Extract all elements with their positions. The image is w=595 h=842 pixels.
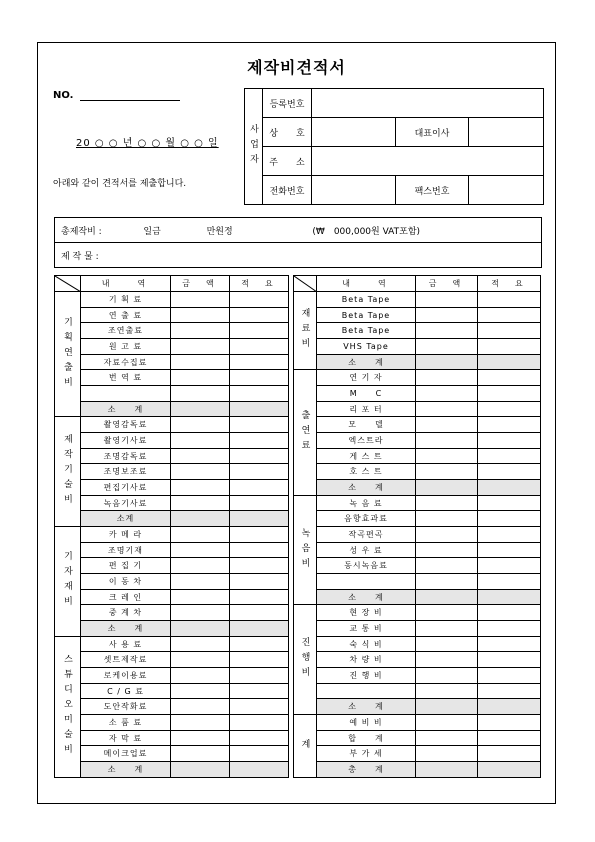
note-cell[interactable] bbox=[230, 527, 289, 543]
amount-cell[interactable] bbox=[416, 605, 478, 621]
group-label: 출연료 bbox=[294, 370, 317, 495]
table-row bbox=[55, 386, 289, 402]
item-label: 사 용 료 bbox=[81, 636, 171, 652]
note-cell[interactable] bbox=[478, 636, 541, 652]
table-row bbox=[294, 605, 541, 621]
amount-cell[interactable] bbox=[416, 683, 478, 699]
note-cell[interactable] bbox=[230, 589, 289, 605]
item-label: 로케이용료 bbox=[81, 668, 171, 684]
table-row bbox=[55, 636, 289, 652]
item-label: Beta Tape bbox=[317, 292, 416, 308]
note-cell[interactable] bbox=[230, 464, 289, 480]
subtotal-label: 소 계 bbox=[81, 762, 171, 778]
amount-cell[interactable] bbox=[416, 448, 478, 464]
subtotal-label: 소 계 bbox=[317, 480, 416, 496]
note-cell[interactable] bbox=[478, 668, 541, 684]
item-label: 이 동 차 bbox=[81, 574, 171, 590]
group-label: 기획연출비 bbox=[55, 292, 81, 417]
table-row bbox=[55, 527, 289, 543]
note-cell[interactable] bbox=[230, 401, 289, 417]
note-cell[interactable] bbox=[478, 699, 541, 715]
business-info-table bbox=[244, 88, 544, 205]
amount-cell[interactable] bbox=[416, 746, 478, 762]
phone-field[interactable] bbox=[312, 176, 396, 205]
note-cell[interactable] bbox=[478, 683, 541, 699]
note-cell[interactable] bbox=[230, 448, 289, 464]
note-cell[interactable] bbox=[478, 370, 541, 386]
ceo-field[interactable] bbox=[469, 118, 544, 147]
item-label: 성 우 료 bbox=[317, 542, 416, 558]
subtotal-row bbox=[294, 699, 541, 715]
amount-cell[interactable] bbox=[171, 307, 230, 323]
item-label: 촬영기사료 bbox=[81, 433, 171, 449]
amount-cell[interactable] bbox=[416, 401, 478, 417]
amount-cell[interactable] bbox=[416, 307, 478, 323]
table-row bbox=[55, 448, 289, 464]
amount-cell[interactable] bbox=[171, 715, 230, 731]
amount-cell[interactable] bbox=[171, 699, 230, 715]
note-cell[interactable] bbox=[478, 558, 541, 574]
note-cell[interactable] bbox=[230, 323, 289, 339]
table-row bbox=[55, 495, 289, 511]
amount-cell[interactable] bbox=[171, 464, 230, 480]
item-label: 자료수집료 bbox=[81, 354, 171, 370]
table-row bbox=[294, 448, 541, 464]
item-label: C / G 료 bbox=[81, 683, 171, 699]
table-row bbox=[55, 699, 289, 715]
subtotal-row bbox=[55, 401, 289, 417]
company-field[interactable] bbox=[312, 118, 396, 147]
item-label: 메이크업료 bbox=[81, 746, 171, 762]
reg-no-label: 등록번호 bbox=[263, 89, 312, 118]
note-cell[interactable] bbox=[478, 448, 541, 464]
diagonal-header-cell bbox=[294, 276, 317, 292]
item-label: 리 포 터 bbox=[317, 401, 416, 417]
table-row bbox=[294, 433, 541, 449]
note-cell[interactable] bbox=[478, 574, 541, 590]
no-label: NO. bbox=[53, 90, 74, 101]
right-cost-table bbox=[293, 275, 541, 778]
subtotal-label: 소 계 bbox=[81, 621, 171, 637]
table-row bbox=[294, 401, 541, 417]
subtotal-row bbox=[55, 762, 289, 778]
table-row bbox=[294, 621, 541, 637]
group-label: 스튜디오미술비 bbox=[55, 636, 81, 777]
item-label: 조명보조료 bbox=[81, 464, 171, 480]
table-row bbox=[294, 652, 541, 668]
amount-cell[interactable] bbox=[171, 511, 230, 527]
note-cell[interactable] bbox=[230, 730, 289, 746]
group-label: 제작기술비 bbox=[55, 417, 81, 527]
note-cell[interactable] bbox=[230, 354, 289, 370]
table-row bbox=[294, 746, 541, 762]
amount-cell[interactable] bbox=[171, 323, 230, 339]
amount-cell[interactable] bbox=[171, 542, 230, 558]
product-row[interactable] bbox=[55, 243, 542, 268]
table-row bbox=[294, 511, 541, 527]
note-cell[interactable] bbox=[478, 621, 541, 637]
item-label: 연 출 료 bbox=[81, 307, 171, 323]
business-group-label: 사업자 bbox=[245, 89, 263, 205]
group-label: 진행비 bbox=[294, 605, 317, 715]
table-row bbox=[55, 574, 289, 590]
table-row bbox=[55, 589, 289, 605]
item-label: 음향효과료 bbox=[317, 511, 416, 527]
note-cell[interactable] bbox=[230, 683, 289, 699]
table-row bbox=[55, 307, 289, 323]
amount-cell[interactable] bbox=[171, 668, 230, 684]
amount-cell[interactable] bbox=[416, 339, 478, 355]
address-field[interactable] bbox=[312, 147, 544, 176]
table-row bbox=[294, 417, 541, 433]
note-cell[interactable] bbox=[230, 652, 289, 668]
phone-label: 전화번호 bbox=[263, 176, 312, 205]
diagonal-header-cell bbox=[55, 276, 81, 292]
col-header-amount: 금 액 bbox=[416, 276, 478, 292]
amount-cell[interactable] bbox=[416, 730, 478, 746]
product-label: 제 작 물 : bbox=[61, 251, 99, 262]
table-row bbox=[55, 354, 289, 370]
note-cell[interactable] bbox=[230, 511, 289, 527]
amount-cell[interactable] bbox=[416, 527, 478, 543]
table-row bbox=[55, 668, 289, 684]
subtotal-row bbox=[55, 511, 289, 527]
item-label: 번 역 료 bbox=[81, 370, 171, 386]
table-row bbox=[294, 668, 541, 684]
subtotal-row bbox=[55, 621, 289, 637]
note-cell[interactable] bbox=[478, 386, 541, 402]
amount-cell[interactable] bbox=[416, 417, 478, 433]
table-row bbox=[55, 417, 289, 433]
note-cell[interactable] bbox=[478, 433, 541, 449]
amount-cell[interactable] bbox=[171, 495, 230, 511]
address-label: 주 소 bbox=[263, 147, 312, 176]
table-row bbox=[55, 730, 289, 746]
note-cell[interactable] bbox=[230, 542, 289, 558]
amount-cell[interactable] bbox=[171, 762, 230, 778]
subtotal-row bbox=[294, 762, 541, 778]
item-label: 연 기 자 bbox=[317, 370, 416, 386]
col-header-note: 적 요 bbox=[230, 276, 289, 292]
item-label: 동시녹음료 bbox=[317, 558, 416, 574]
subtotal-label: 소 계 bbox=[317, 699, 416, 715]
subtotal-label: 총 계 bbox=[317, 762, 416, 778]
table-row bbox=[55, 558, 289, 574]
amount-cell[interactable] bbox=[416, 542, 478, 558]
subtotal-label: 소 계 bbox=[317, 354, 416, 370]
amount-cell[interactable] bbox=[171, 589, 230, 605]
note-cell[interactable] bbox=[230, 699, 289, 715]
item-label: 예 비 비 bbox=[317, 715, 416, 731]
item-label: 셋트제작료 bbox=[81, 652, 171, 668]
amount-cell[interactable] bbox=[171, 401, 230, 417]
note-cell[interactable] bbox=[478, 307, 541, 323]
table-row bbox=[55, 323, 289, 339]
submit-text: 아래와 같이 견적서를 제출합니다. bbox=[53, 179, 187, 189]
table-row bbox=[55, 715, 289, 731]
note-cell[interactable] bbox=[478, 527, 541, 543]
note-cell[interactable] bbox=[230, 605, 289, 621]
note-cell[interactable] bbox=[230, 636, 289, 652]
note-cell[interactable] bbox=[478, 323, 541, 339]
item-label: VHS Tape bbox=[317, 339, 416, 355]
note-cell[interactable] bbox=[478, 464, 541, 480]
amount-cell[interactable] bbox=[416, 589, 478, 605]
total-cost-row[interactable] bbox=[55, 218, 542, 243]
note-cell[interactable] bbox=[230, 762, 289, 778]
amount-cell[interactable] bbox=[171, 480, 230, 496]
item-label bbox=[317, 683, 416, 699]
note-cell[interactable] bbox=[230, 558, 289, 574]
amount-cell[interactable] bbox=[416, 354, 478, 370]
item-label: 녹 음 료 bbox=[317, 495, 416, 511]
no-field[interactable] bbox=[80, 100, 180, 101]
col-header-item: 내 역 bbox=[81, 276, 171, 292]
table-row bbox=[294, 558, 541, 574]
item-label: 숙 식 비 bbox=[317, 636, 416, 652]
note-cell[interactable] bbox=[230, 574, 289, 590]
table-row bbox=[294, 323, 541, 339]
amount-cell[interactable] bbox=[416, 292, 478, 308]
amount-cell[interactable] bbox=[416, 699, 478, 715]
amount-cell[interactable] bbox=[171, 636, 230, 652]
table-row bbox=[294, 292, 541, 308]
col-header-amount: 금 액 bbox=[171, 276, 230, 292]
amount-cell[interactable] bbox=[171, 417, 230, 433]
table-row bbox=[294, 542, 541, 558]
note-cell[interactable] bbox=[478, 511, 541, 527]
table-row bbox=[294, 370, 541, 386]
subtotal-label: 소 계 bbox=[81, 401, 171, 417]
amount-cell[interactable] bbox=[416, 652, 478, 668]
summary-table bbox=[54, 217, 542, 268]
table-row bbox=[294, 339, 541, 355]
col-header-item: 내 역 bbox=[317, 276, 416, 292]
fax-label: 팩스번호 bbox=[396, 176, 469, 205]
amount-cell[interactable] bbox=[171, 370, 230, 386]
item-label: 편집기사료 bbox=[81, 480, 171, 496]
amount-cell[interactable] bbox=[416, 370, 478, 386]
table-row bbox=[55, 746, 289, 762]
table-row bbox=[294, 527, 541, 543]
note-cell[interactable] bbox=[478, 495, 541, 511]
table-row bbox=[55, 652, 289, 668]
item-label: 중 계 차 bbox=[81, 605, 171, 621]
item-label: 조명기재 bbox=[81, 542, 171, 558]
item-label: 엑스트라 bbox=[317, 433, 416, 449]
amount-cell[interactable] bbox=[416, 386, 478, 402]
item-label: 호 스 트 bbox=[317, 464, 416, 480]
item-label: Beta Tape bbox=[317, 307, 416, 323]
amount-cell[interactable] bbox=[171, 605, 230, 621]
item-label: 도안작화료 bbox=[81, 699, 171, 715]
item-label: 게 스 트 bbox=[317, 448, 416, 464]
fax-field[interactable] bbox=[469, 176, 544, 205]
amount-words-label: 일금 bbox=[143, 226, 161, 237]
amount-cell[interactable] bbox=[171, 683, 230, 699]
amount-cell[interactable] bbox=[416, 715, 478, 731]
table-row bbox=[294, 307, 541, 323]
amount-cell[interactable] bbox=[416, 636, 478, 652]
item-label bbox=[317, 574, 416, 590]
table-row bbox=[294, 574, 541, 590]
subtotal-label: 소계 bbox=[81, 511, 171, 527]
group-label: 계 bbox=[294, 715, 317, 778]
table-row bbox=[55, 605, 289, 621]
date-text[interactable]: 20 ○ ○ 년 ○ ○ 월 ○ ○ 일 bbox=[76, 138, 219, 149]
amount-cell[interactable] bbox=[416, 558, 478, 574]
item-label: 차 량 비 bbox=[317, 652, 416, 668]
amount-cell[interactable] bbox=[416, 762, 478, 778]
amount-cell[interactable] bbox=[171, 292, 230, 308]
item-label: 카 메 라 bbox=[81, 527, 171, 543]
amount-cell[interactable] bbox=[171, 574, 230, 590]
amount-cell[interactable] bbox=[416, 574, 478, 590]
note-cell[interactable] bbox=[478, 746, 541, 762]
amount-cell[interactable] bbox=[416, 480, 478, 496]
table-row bbox=[294, 386, 541, 402]
table-row bbox=[55, 683, 289, 699]
amount-cell[interactable] bbox=[416, 464, 478, 480]
note-cell[interactable] bbox=[478, 762, 541, 778]
note-cell[interactable] bbox=[230, 715, 289, 731]
note-cell[interactable] bbox=[230, 386, 289, 402]
note-cell[interactable] bbox=[478, 730, 541, 746]
note-cell[interactable] bbox=[230, 621, 289, 637]
left-cost-table bbox=[54, 275, 289, 778]
item-label: 녹음기사료 bbox=[81, 495, 171, 511]
table-row bbox=[55, 292, 289, 308]
amount-cell[interactable] bbox=[416, 433, 478, 449]
note-cell[interactable] bbox=[478, 401, 541, 417]
item-label: 모 델 bbox=[317, 417, 416, 433]
table-row bbox=[55, 542, 289, 558]
note-cell[interactable] bbox=[478, 542, 541, 558]
amount-cell[interactable] bbox=[171, 339, 230, 355]
group-label: 재료비 bbox=[294, 292, 317, 370]
table-row bbox=[294, 495, 541, 511]
amount-figure: (₩ 000,000원 VAT포함) bbox=[312, 226, 421, 237]
amount-cell[interactable] bbox=[171, 652, 230, 668]
amount-cell[interactable] bbox=[416, 621, 478, 637]
item-label: 촬영감독료 bbox=[81, 417, 171, 433]
subtotal-label: 소 계 bbox=[317, 589, 416, 605]
ceo-label: 대표이사 bbox=[396, 118, 469, 147]
item-label: 자 막 료 bbox=[81, 730, 171, 746]
note-cell[interactable] bbox=[230, 668, 289, 684]
note-cell[interactable] bbox=[230, 417, 289, 433]
note-cell[interactable] bbox=[478, 339, 541, 355]
item-label: Beta Tape bbox=[317, 323, 416, 339]
amount-cell[interactable] bbox=[171, 746, 230, 762]
note-cell[interactable] bbox=[230, 292, 289, 308]
note-cell[interactable] bbox=[478, 589, 541, 605]
table-row bbox=[55, 480, 289, 496]
note-cell[interactable] bbox=[478, 417, 541, 433]
table-row bbox=[294, 730, 541, 746]
table-row bbox=[55, 464, 289, 480]
note-cell[interactable] bbox=[478, 480, 541, 496]
total-cost-label: 총제작비 : bbox=[61, 226, 102, 237]
note-cell[interactable] bbox=[230, 339, 289, 355]
item-label: 조명감독료 bbox=[81, 448, 171, 464]
item-label: 현 장 비 bbox=[317, 605, 416, 621]
note-cell[interactable] bbox=[230, 495, 289, 511]
table-row bbox=[294, 715, 541, 731]
col-header-note: 적 요 bbox=[478, 276, 541, 292]
table-row bbox=[55, 433, 289, 449]
note-cell[interactable] bbox=[478, 354, 541, 370]
item-label: 기 획 료 bbox=[81, 292, 171, 308]
item-label: 편 집 기 bbox=[81, 558, 171, 574]
item-label: 작곡편곡 bbox=[317, 527, 416, 543]
amount-cell[interactable] bbox=[171, 448, 230, 464]
item-label: 진 행 비 bbox=[317, 668, 416, 684]
note-cell[interactable] bbox=[230, 307, 289, 323]
amount-cell[interactable] bbox=[171, 354, 230, 370]
note-cell[interactable] bbox=[230, 370, 289, 386]
amount-cell[interactable] bbox=[171, 386, 230, 402]
amount-cell[interactable] bbox=[171, 621, 230, 637]
amount-cell[interactable] bbox=[416, 668, 478, 684]
amount-unit-label: 만원정 bbox=[206, 226, 233, 237]
item-label: 크 레 인 bbox=[81, 589, 171, 605]
amount-cell[interactable] bbox=[171, 527, 230, 543]
reg-no-field[interactable] bbox=[312, 89, 544, 118]
amount-cell[interactable] bbox=[171, 730, 230, 746]
table-row bbox=[55, 339, 289, 355]
amount-cell[interactable] bbox=[416, 495, 478, 511]
note-cell[interactable] bbox=[478, 292, 541, 308]
table-row bbox=[294, 636, 541, 652]
subtotal-row bbox=[294, 354, 541, 370]
note-cell[interactable] bbox=[230, 746, 289, 762]
item-label: 부 가 세 bbox=[317, 746, 416, 762]
item-label: 소 품 료 bbox=[81, 715, 171, 731]
page-title: 제작비견적서 bbox=[247, 58, 346, 77]
item-label: 합 계 bbox=[317, 730, 416, 746]
note-cell[interactable] bbox=[478, 605, 541, 621]
amount-cell[interactable] bbox=[171, 558, 230, 574]
note-cell[interactable] bbox=[230, 480, 289, 496]
amount-cell[interactable] bbox=[416, 511, 478, 527]
note-cell[interactable] bbox=[478, 652, 541, 668]
company-label: 상 호 bbox=[263, 118, 312, 147]
table-row bbox=[294, 464, 541, 480]
amount-cell[interactable] bbox=[416, 323, 478, 339]
item-label: 교 통 비 bbox=[317, 621, 416, 637]
table-row bbox=[55, 370, 289, 386]
subtotal-row bbox=[294, 589, 541, 605]
group-label: 기자재비 bbox=[55, 527, 81, 637]
note-cell[interactable] bbox=[230, 433, 289, 449]
item-label: 원 고 료 bbox=[81, 339, 171, 355]
item-label: M C bbox=[317, 386, 416, 402]
item-label bbox=[81, 386, 171, 402]
note-cell[interactable] bbox=[478, 715, 541, 731]
group-label: 녹음비 bbox=[294, 495, 317, 605]
amount-cell[interactable] bbox=[171, 433, 230, 449]
item-label: 조연출료 bbox=[81, 323, 171, 339]
subtotal-row bbox=[294, 480, 541, 496]
table-row bbox=[294, 683, 541, 699]
